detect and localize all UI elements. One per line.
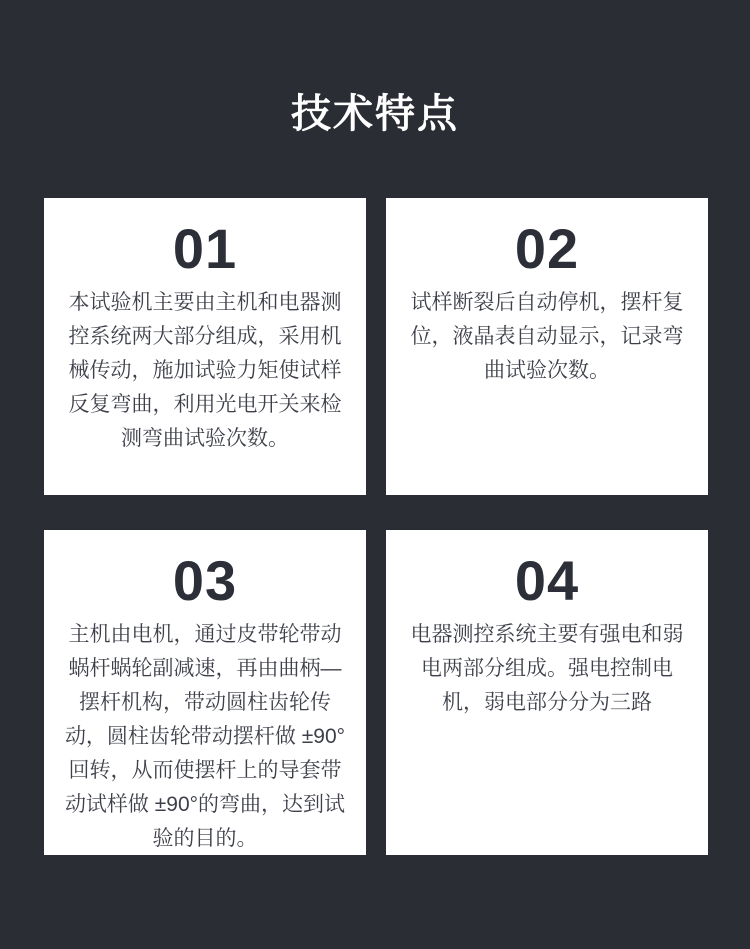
feature-card-03 <box>44 530 366 855</box>
page-title: 技术特点 <box>291 92 459 136</box>
card-number: 02 <box>514 217 580 280</box>
card-text: 电器测控系统主要有强电和弱电两部分组成。强电控制电机，弱电部分分为三路 <box>410 623 684 714</box>
card-number: 04 <box>514 549 580 612</box>
card-text: 试样断裂后自动停机，摆杆复位，液晶表自动显示，记录弯曲试验次数。 <box>410 291 684 382</box>
card-text: 本试验机主要由主机和电器测控系统两大部分组成，采用机械传动，施加试验力矩使试样反复弯曲，利用光电开关来检测弯曲试验次数。 <box>68 291 342 450</box>
feature-card-01 <box>44 198 366 495</box>
feature-card-04 <box>386 530 708 855</box>
card-text: 主机由电机，通过皮带轮带动蜗杆蜗轮副减速，再由曲柄—摆杆机构，带动圆柱齿轮传动，圆柱齿轮带动摆杆做 ±90°回转，从而使摆杆上的导套带动试样做 ±90°的弯曲，达到试验的目的。 <box>64 623 346 850</box>
card-number: 03 <box>172 549 238 612</box>
card-number: 01 <box>172 217 238 280</box>
feature-cards-grid <box>44 198 708 855</box>
feature-card-02 <box>386 198 708 495</box>
